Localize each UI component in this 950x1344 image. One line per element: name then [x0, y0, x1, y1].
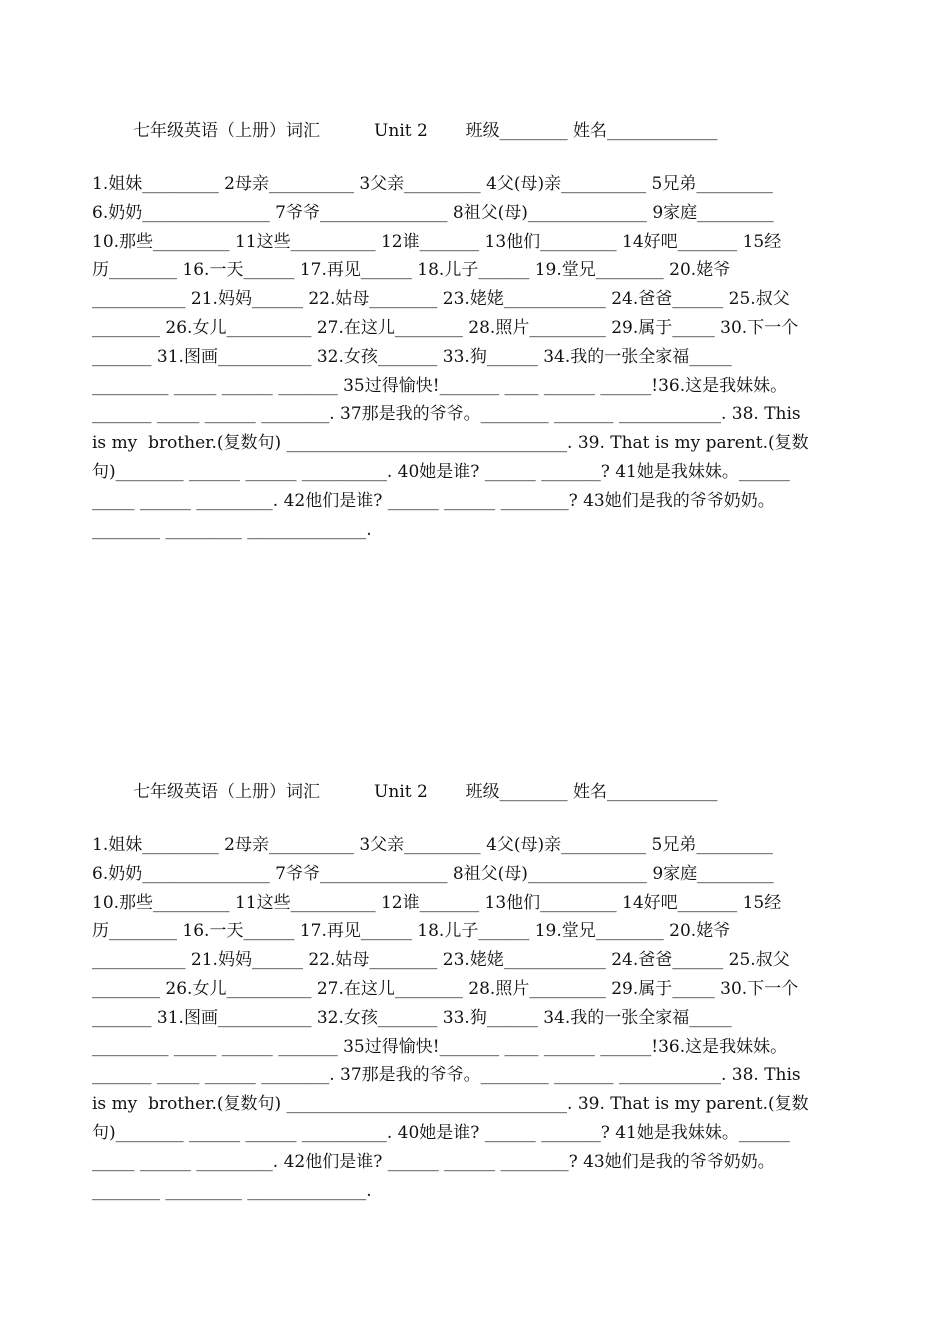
exercise-line: 6.奶奶_______________ 7爷爷_______________ 8祖父(母)______________ 9家庭_________: [92, 863, 774, 884]
vocab-exercise-body: [92, 831, 862, 1205]
exercise-line: ________ _________ ______________.: [92, 519, 372, 540]
exercise-line: _____ ______ _________. 42他们是谁? ______ ______ ________? 43她们是我的爷爷奶奶。: [92, 1151, 775, 1172]
worksheet-title: 七年级英语（上册）词汇 Unit 2 班级________ 姓名_____________: [133, 782, 718, 802]
exercise-line: ___________ 21.妈妈______ 22.姑母________ 23.姥姥____________ 24.爸爸______ 25.叔父: [92, 950, 790, 971]
exercise-line: _______ _____ ______ ________. 37那是我的爷爷。________ _______ ____________. 38. This: [92, 1065, 801, 1086]
worksheet-2: [0, 661, 950, 1301]
vocab-exercise-body: [92, 170, 862, 544]
exercise-line: is my brother.(复数句) _________________________________. 39. That is my parent.(复数: [92, 433, 809, 454]
exercise-line: _________ _____ ______ _______ 35过得愉快!_______ ____ ______ ______!36.这是我妹妹。: [92, 375, 788, 396]
exercise-line: _______ _____ ______ ________. 37那是我的爷爷。________ _______ ____________. 38. This: [92, 404, 801, 425]
exercise-line: is my brother.(复数句) _________________________________. 39. That is my parent.(复数: [92, 1094, 809, 1115]
exercise-line: 10.那些_________ 11这些__________ 12谁_______ 13他们_________ 14好吧_______ 15经: [92, 892, 782, 913]
exercise-line: 6.奶奶_______________ 7爷爷_______________ 8祖父(母)______________ 9家庭_________: [92, 202, 774, 223]
exercise-line: 10.那些_________ 11这些__________ 12谁_______ 13他们_________ 14好吧_______ 15经: [92, 231, 782, 252]
exercise-line: ________ _________ ______________.: [92, 1180, 372, 1201]
exercise-line: 1.姐妹_________ 2母亲__________ 3父亲_________ 4父(母)亲__________ 5兄弟_________: [92, 174, 773, 194]
exercise-line: _______ 31.图画___________ 32.女孩_______ 33.狗______ 34.我的一张全家福_____: [92, 346, 732, 367]
exercise-line: ___________ 21.妈妈______ 22.姑母________ 23.姥姥____________ 24.爸爸______ 25.叔父: [92, 289, 790, 310]
exercise-line: 1.姐妹_________ 2母亲__________ 3父亲_________ 4父(母)亲__________ 5兄弟_________: [92, 835, 773, 855]
exercise-line: _______ 31.图画___________ 32.女孩_______ 33.狗______ 34.我的一张全家福_____: [92, 1007, 732, 1028]
exercise-line: 句)________ ______ ______ __________. 40她是谁? ______ _______? 41她是我妹妹。______: [92, 461, 790, 482]
exercise-line: _____ ______ _________. 42他们是谁? ______ ______ ________? 43她们是我的爷爷奶奶。: [92, 490, 775, 511]
exercise-line: 历________ 16.一天______ 17.再见______ 18.儿子______ 19.堂兄________ 20.姥爷: [92, 921, 731, 942]
exercise-line: _________ _____ ______ _______ 35过得愉快!_______ ____ ______ ______!36.这是我妹妹。: [92, 1036, 788, 1057]
exercise-line: ________ 26.女儿__________ 27.在这儿________ 28.照片_________ 29.属于_____ 30.下一个: [92, 317, 799, 338]
exercise-line: 历________ 16.一天______ 17.再见______ 18.儿子______ 19.堂兄________ 20.姥爷: [92, 260, 731, 281]
worksheet-title: 七年级英语（上册）词汇 Unit 2 班级________ 姓名_____________: [133, 121, 718, 141]
worksheet-1: [0, 0, 950, 640]
exercise-line: ________ 26.女儿__________ 27.在这儿________ 28.照片_________ 29.属于_____ 30.下一个: [92, 978, 799, 999]
exercise-line: 句)________ ______ ______ __________. 40她是谁? ______ _______? 41她是我妹妹。______: [92, 1122, 790, 1143]
